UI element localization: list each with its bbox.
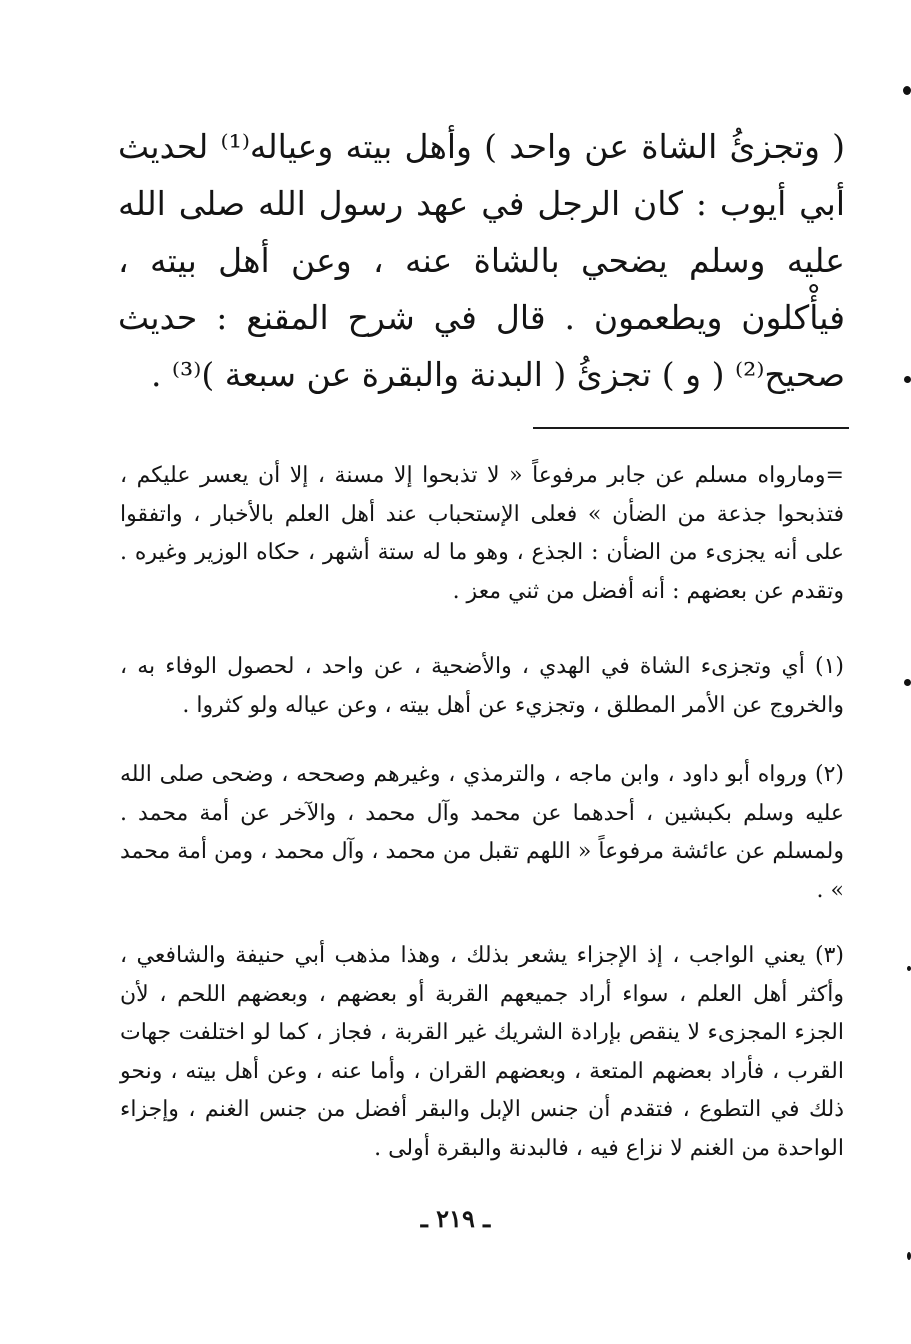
scan-mark [904, 679, 911, 686]
footnote-3: (٣) يعني الواجب ، إذ الإجزاء يشعر بذلك ، وهذا مذهب أبي حنيفة والشافعي ، وأكثر أهل العلم ، سواء أراد جميعهم القربة أو بعضهم ، وبعضهم اللحم ، لأن الجزء المجزىء لا ينقص بإرادة الشريك غير القربة ، فجاز ، كما لو اختلفت جهات القرب ، فأراد بعضهم المتعة ، وبعضهم القران ، وأما عنه ، وعن أهل بيته ، ونحو ذلك في التطوع ، فتقدم أن جنس الإبل والبقر أفضل من جنس الغنم ، وإجزاء الواحدة من الغنم لا نزاع فيه ، فالبدنة والبقرة أولى . [120, 943, 844, 1161]
main-text: ( وتجزئُ الشاة عن واحد ) وأهل بيته وعياله⁽¹⁾ لحديث أبي أيوب : كان الرجل في عهد رسول الله صلى الله عليه وسلم يضحي بالشاة عنه ، وعن أهل بيته ، فيأْكلون ويطعمون . قال في شرح المقنع : حديث صحيح⁽²⁾ ( و ) تجزئُ ( البدنة والبقرة عن سبعة )⁽³⁾ . [118, 127, 845, 394]
footnote-2: (٢) ورواه أبو داود ، وابن ماجه ، والترمذي ، وغيرهم وصححه ، وضحى صلى الله عليه وسلم بكبشين ، أحدهما عن محمد وآل محمد ، والآخر عن أمة محمد . ولمسلم عن عائشة مرفوعاً « اللهم تقبل من محمد ، وآل محمد ، ومن أمة محمد » . [120, 762, 844, 903]
scan-mark [904, 376, 911, 383]
footnote-divider [533, 427, 849, 429]
scan-mark [903, 86, 911, 95]
page-number: ـ ٢١٩ ـ [420, 1204, 491, 1233]
footnote-continuation: =ومارواه مسلم عن جابر مرفوعاً « لا تذبحوا إلا مسنة ، إلا أن يعسر عليكم ، فتذبحوا جذعة من الضأن » فعلى الإستحباب عند أهل العلم بالأخبار ، واتفقوا على أنه يجزىء من الضأن : الجذع ، وهو ما له ستة أشهر ، حكاه الوزير وغيره . وتقدم عن بعضهم : أنه أفضل من ثني معز . [120, 463, 844, 604]
scan-mark [907, 1252, 911, 1260]
scan-mark [907, 966, 911, 971]
footnote-1: (١) أي وتجزىء الشاة في الهدي ، والأضحية ، عن واحد ، لحصول الوفاء به ، والخروج عن الأمر المطلق ، وتجزيء عن أهل بيته ، وعن عياله ولو كثروا . [120, 654, 844, 718]
